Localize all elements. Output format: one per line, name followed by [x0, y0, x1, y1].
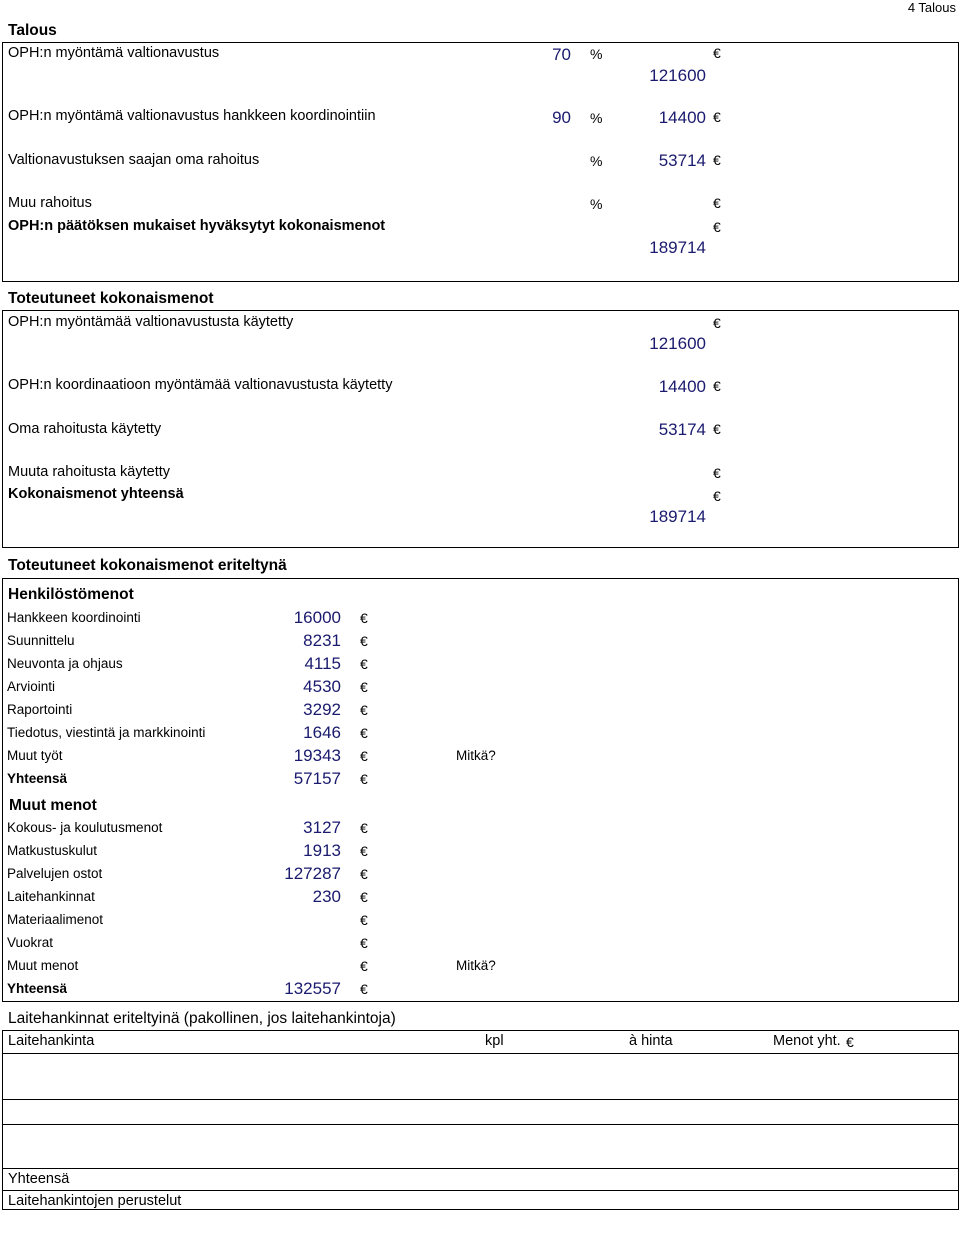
percent-sign: % — [590, 196, 603, 212]
euro-sign: € — [713, 488, 721, 504]
talous-row-label: Muu rahoitus — [8, 195, 92, 211]
expense-row-amount[interactable]: 3127 — [303, 818, 341, 837]
talous-row-label: Valtionavustuksen saajan oma rahoitus — [8, 152, 260, 168]
euro-sign: € — [360, 771, 368, 787]
talous-box — [2, 42, 959, 282]
euro-sign: € — [360, 958, 368, 974]
euro-sign: € — [360, 633, 368, 649]
talous-row-label: OPH:n päätöksen mukaiset hyväksytyt kokonaismenot — [8, 218, 386, 234]
toteutuneet-row-amount[interactable]: 53174 — [658, 420, 706, 439]
euro-sign: € — [713, 195, 721, 211]
expense-row-label: Palvelujen ostot — [7, 866, 103, 881]
euro-sign: € — [713, 378, 721, 394]
total-label: Yhteensä — [8, 1171, 70, 1187]
toteutuneet-row-label: Muuta rahoitusta käytetty — [8, 464, 170, 480]
section-heading-toteutuneet: Toteutuneet kokonaismenot — [8, 290, 214, 307]
euro-sign: € — [360, 610, 368, 626]
column-header-laitehankinta: Laitehankinta — [8, 1033, 95, 1049]
expense-row-amount[interactable]: 8231 — [303, 631, 341, 650]
column-header-kpl: kpl — [485, 1033, 504, 1049]
toteutuneet-row-label: Oma rahoitusta käytetty — [8, 421, 162, 437]
expense-row-amount[interactable]: 132557 — [284, 979, 341, 998]
talous-row-label: OPH:n myöntämä valtionavustus — [8, 45, 220, 61]
euro-sign: € — [360, 702, 368, 718]
euro-sign: € — [360, 679, 368, 695]
euro-sign: € — [360, 866, 368, 882]
expense-row-label: Yhteensä — [7, 981, 68, 996]
section-heading-eriteltyna: Toteutuneet kokonaismenot eriteltynä — [8, 557, 287, 574]
expense-row-label: Neuvonta ja ohjaus — [7, 656, 123, 671]
subheading-henkilostomenot: Henkilöstömenot — [8, 586, 134, 603]
expense-row-amount[interactable]: 3292 — [303, 700, 341, 719]
table-row[interactable] — [3, 1100, 958, 1124]
expense-row-label: Laitehankinnat — [7, 889, 95, 904]
section-heading-talous: Talous — [8, 22, 57, 39]
euro-sign: € — [360, 843, 368, 859]
talous-row-label: OPH:n myöntämä valtionavustus hankkeen koordinointiin — [8, 108, 376, 124]
percent-sign: % — [590, 153, 603, 169]
toteutuneet-row-label: Kokonaismenot yhteensä — [8, 486, 184, 502]
euro-sign: € — [360, 912, 368, 928]
euro-sign: € — [360, 935, 368, 951]
euro-sign: € — [360, 981, 368, 997]
expense-row-amount[interactable]: 4115 — [304, 654, 341, 673]
toteutuneet-row-label: OPH:n myöntämää valtionavustusta käytetty — [8, 314, 294, 330]
expense-row-label: Tiedotus, viestintä ja markkinointi — [7, 725, 206, 740]
expense-row-amount[interactable]: 19343 — [293, 746, 341, 765]
talous-row-percent[interactable]: 70 — [552, 45, 571, 64]
note-label: Mitkä? — [456, 958, 496, 973]
expense-row-amount[interactable]: 1913 — [303, 841, 341, 860]
euro-sign: € — [713, 315, 721, 331]
toteutuneet-box — [2, 310, 959, 548]
euro-sign: € — [713, 421, 721, 437]
column-header-a-hinta: à hinta — [629, 1033, 673, 1049]
talous-row-percent[interactable]: 90 — [552, 108, 571, 127]
subheading-muut-menot: Muut menot — [9, 797, 97, 814]
table-row[interactable] — [3, 1054, 958, 1099]
euro-sign: € — [713, 109, 721, 125]
eriteltyna-box — [2, 578, 959, 1002]
euro-sign: € — [360, 889, 368, 905]
expense-row-label: Yhteensä — [7, 771, 68, 786]
expense-row-label: Matkustuskulut — [7, 843, 98, 858]
toteutuneet-row-label: OPH:n koordinaatioon myöntämää valtionavustusta käytetty — [8, 377, 393, 393]
expense-row-label: Raportointi — [7, 702, 73, 717]
section-heading-laitehankinnat: Laitehankinnat eriteltyinä (pakollinen, jos laitehankintoja) — [8, 1010, 396, 1027]
toteutuneet-row-amount[interactable]: 189714 — [649, 507, 706, 526]
column-header-menot-yht: Menot yht. — [773, 1033, 841, 1049]
expense-row-amount[interactable]: 16000 — [293, 608, 341, 627]
expense-row-label: Muut työt — [7, 748, 63, 763]
euro-sign: € — [846, 1034, 854, 1050]
euro-sign: € — [713, 152, 721, 168]
expense-row-amount[interactable]: 127287 — [284, 864, 341, 883]
note-label: Mitkä? — [456, 748, 496, 763]
page-label: 4 Talous — [907, 0, 956, 15]
euro-sign: € — [713, 45, 721, 61]
expense-row-amount[interactable]: 57157 — [293, 769, 341, 788]
expense-row-label: Arviointi — [7, 679, 56, 694]
euro-sign: € — [360, 725, 368, 741]
table-row[interactable] — [3, 1125, 958, 1168]
expense-row-label: Hankkeen koordinointi — [7, 610, 141, 625]
euro-sign: € — [360, 748, 368, 764]
expense-row-amount[interactable]: 230 — [312, 887, 341, 906]
talous-row-amount[interactable]: 121600 — [649, 66, 706, 85]
toteutuneet-row-amount[interactable]: 14400 — [658, 377, 706, 396]
laitehankinnat-table — [2, 1030, 959, 1210]
expense-row-amount[interactable]: 4530 — [303, 677, 341, 696]
euro-sign: € — [713, 219, 721, 235]
expense-row-label: Materiaalimenot — [7, 912, 104, 927]
expense-row-label: Vuokrat — [7, 935, 54, 950]
euro-sign: € — [360, 656, 368, 672]
percent-sign: % — [590, 110, 603, 126]
expense-row-amount[interactable]: 1646 — [303, 723, 341, 742]
talous-row-amount[interactable]: 14400 — [658, 108, 706, 127]
percent-sign: % — [590, 46, 603, 62]
talous-row-amount[interactable]: 189714 — [649, 238, 706, 257]
talous-row-amount[interactable]: 53714 — [658, 151, 706, 170]
justification-label: Laitehankintojen perustelut — [8, 1193, 182, 1209]
toteutuneet-row-amount[interactable]: 121600 — [649, 334, 706, 353]
expense-row-label: Kokous- ja koulutusmenot — [7, 820, 163, 835]
expense-row-label: Muut menot — [7, 958, 79, 973]
euro-sign: € — [713, 465, 721, 481]
expense-row-label: Suunnittelu — [7, 633, 75, 648]
euro-sign: € — [360, 820, 368, 836]
